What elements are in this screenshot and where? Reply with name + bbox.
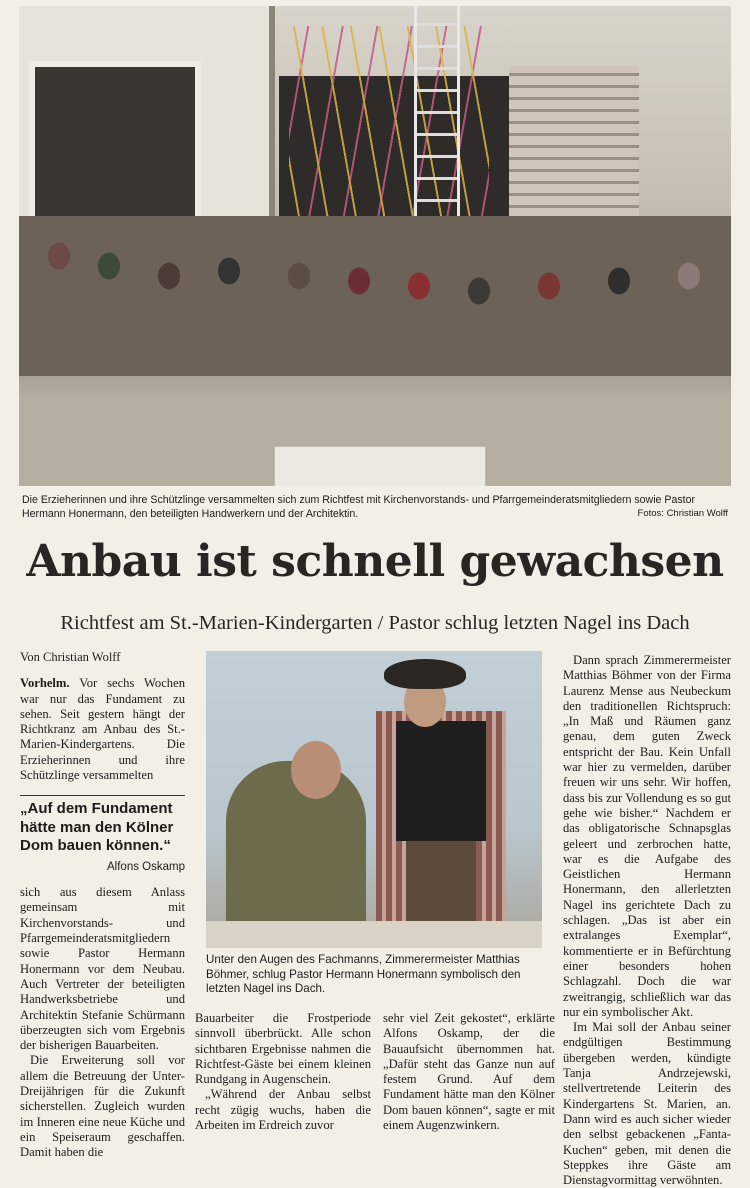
column-4 xyxy=(563,653,731,1188)
col4-paragraph-2: Im Mai soll der Anbau seiner endgültigen Bestimmung übergeben werden, kündigte Tanja Andrzejewski, stellvertretende Leiterin des Kindergartens St. Marien, an. Dann wird es auch sicher wieder den selbst gebackenen „Fanta-Kuchen“ geben, mit denen die Steppkes ihre Gäste am Dienstagvormittag verwöhnten. xyxy=(563,1020,731,1188)
photo-carpenter-vest xyxy=(396,721,486,841)
photo-roof xyxy=(206,921,542,948)
col1-paragraph-2: sich aus diesem Anlass gemeinsam mit Kirchenvorstands- und Pfarrgemeinderatsmitgliedern sowie Pastor Hermann Honermann vor dem Neubau. Auch Vertreter der beteiligten Handwerksbetriebe und Architektin Stefanie Schürmann überzeugten sich vom Ergebnis der bisherigen Bauarbeiten. xyxy=(20,885,185,1053)
pull-quote-text: „Auf dem Fundament hätte man den Kölner Dom bauen können.“ xyxy=(20,800,174,855)
photo-block xyxy=(274,446,486,486)
col1-paragraph-3: Die Erweiterung soll vor allem die Betreuung der Unter-Dreijährigen für die Zukunft sicherstellen. Zugleich wurden im Inneren eine neue Küche und ein Speiseraum geschaffen. Damit haben die xyxy=(20,1053,185,1160)
pull-quote xyxy=(20,795,185,875)
carpenter-photo xyxy=(206,651,542,948)
mid-photo-caption: Unter den Augen des Fachmanns, Zimmerermeister Matthias Böhmer, schlug Pastor Hermann Honermann symbolisch den letzten Nagel ins Dach. xyxy=(206,953,521,995)
headline: Anbau ist schnell gewachsen xyxy=(26,536,724,587)
col1-paragraph-1: Vor sechs Wochen war nur das Fundament zu sehen. Seit gestern hängt der Richtkranz am Anbau des St.-Marien-Kindergartens. Die Erzieherinnen und ihre Schützlinge versammelten xyxy=(20,676,185,783)
dateline: Vorhelm. xyxy=(20,676,70,691)
byline: Von Christian Wolff xyxy=(20,650,121,664)
col4-paragraph-1: Dann sprach Zimmerermeister Matthias Böhmer von der Firma Laurenz Mense aus Neubeckum den traditionellen Richtspruch: „In Maß und Räumen ganz genau, dem guten Zweck entspricht der Bau. Kein Unfall war hier zu vermelden, darüber freuen wir uns sehr. Wir hoffen, dass bis zur Vollendung es so gut gehe wie bisher.“ Nachdem er das obligatorische Schnapsglas geleert und zerbrochen hatte, war es die Aufgabe des Geistlichen Hermann Honermann, den allerletzten Nagel ins gerichtete Dach zu schlagen. „Das ist aber ein extralanges Exemplar“, kommentierte er in Befürchtung einer besonders hohen Schlagzahl. Doch die war zweitrangig, schließlich war das nur ein symbolischer Akt. xyxy=(563,653,731,1019)
photo-credit: Fotos: Christian Wolff xyxy=(637,508,728,519)
column-3 xyxy=(383,1011,555,1133)
group-photo xyxy=(19,6,731,486)
column-1 xyxy=(20,650,185,1161)
photo-carpenter-hat xyxy=(384,659,466,689)
lead-paragraph xyxy=(20,676,185,783)
subheadline: Richtfest am St.-Marien-Kindergarten / Pastor schlug letzten Nagel ins Dach xyxy=(60,612,690,634)
photo-pastor-body xyxy=(226,761,366,948)
photo-pastor-head xyxy=(291,741,341,799)
col2-paragraph-1: Bauarbeiter die Frostperiode sinnvoll überbrückt. Alle schon sichtbaren Ergebnisse nahmen die Richtfest-Gäste bei einem kleinen Rundgang in Augenschein. xyxy=(195,1011,371,1087)
photo-crowd xyxy=(19,156,731,416)
column-2 xyxy=(195,1011,371,1133)
pull-quote-author: Alfons Oskamp xyxy=(107,860,185,873)
col2-paragraph-2: „Während der Anbau selbst recht zügig wuchs, haben die Arbeiten im Erdreich zuvor xyxy=(195,1087,371,1133)
top-photo-caption: Die Erzieherinnen und ihre Schützlinge versammelten sich zum Richtfest mit Kirchenvorstands- und Pfarrgemeinderatsmitgliedern sowie Pastor Hermann Honermann, den beteiligten Handwerkern und der Architektin. xyxy=(22,494,696,520)
col3-paragraph-1: sehr viel Zeit gekostet“, erklärte Alfons Oskamp, der die Bauaufsicht übernommen hat. „Dafür steht das Ganze nun auf festem Grund. Auf dem Fundament hätte man den Kölner Dom bauen können“, sagte er mit einem Augenzwinkern. xyxy=(383,1011,555,1133)
